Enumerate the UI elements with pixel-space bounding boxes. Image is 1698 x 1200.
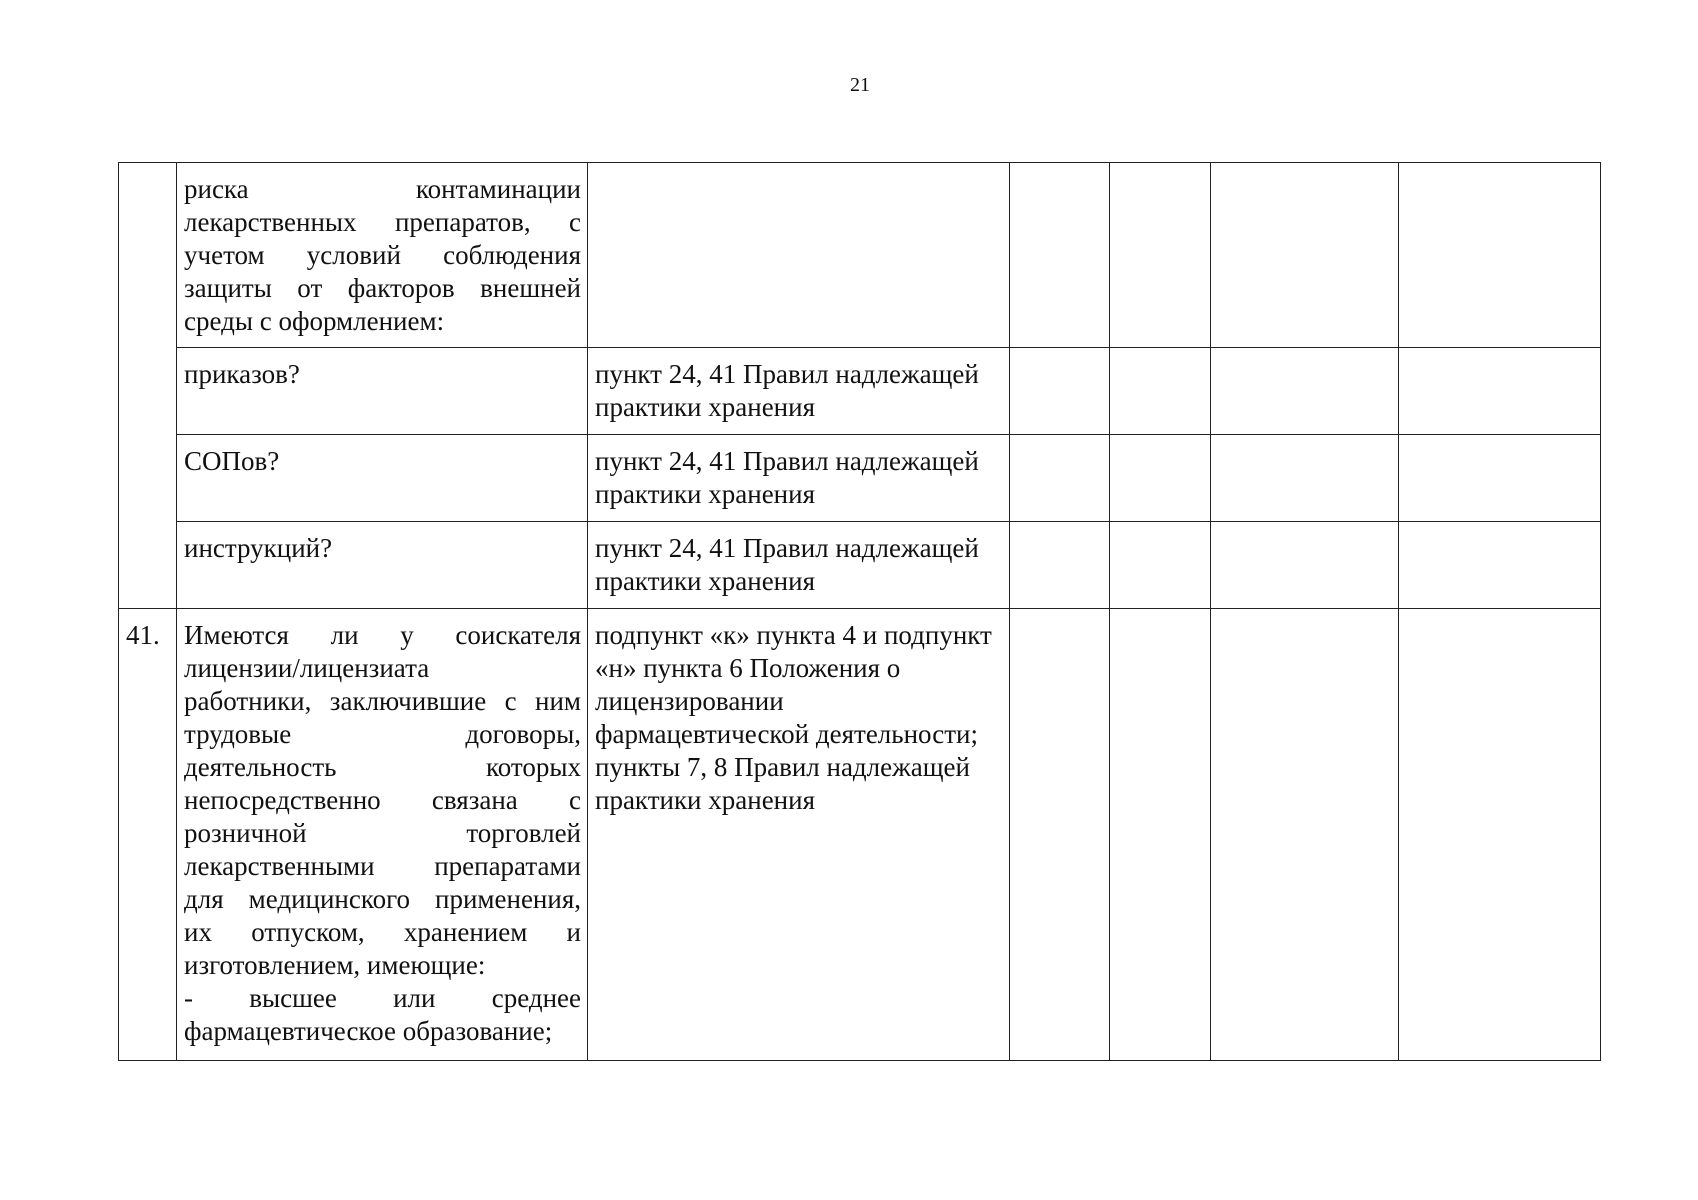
answer-cell-yes xyxy=(1010,348,1110,435)
question-cell: инструкций? xyxy=(177,522,588,609)
question-cell: риска контаминации лекарственных препаратов, с учетом условий соблюдения защиты от факторов внешней среды с оформлением: xyxy=(177,163,588,348)
question-cell: СОПов? xyxy=(177,435,588,522)
table-row xyxy=(119,348,1601,435)
table-row xyxy=(119,522,1601,609)
answer-cell-yes xyxy=(1010,163,1110,348)
table-row xyxy=(119,609,1601,1061)
table-row xyxy=(119,163,1601,348)
answer-cell-no xyxy=(1110,609,1211,1061)
notes-cell xyxy=(1399,348,1601,435)
reference-cell: пункт 24, 41 Правил надлежащей практики хранения xyxy=(588,435,1010,522)
answer-cell-not-applicable xyxy=(1211,522,1399,609)
notes-cell xyxy=(1399,435,1601,522)
answer-cell-no xyxy=(1110,435,1211,522)
answer-cell-yes xyxy=(1010,522,1110,609)
notes-cell xyxy=(1399,609,1601,1061)
question-cell: приказов? xyxy=(177,348,588,435)
row-number-cell xyxy=(119,163,177,609)
answer-cell-not-applicable xyxy=(1211,609,1399,1061)
answer-cell-no xyxy=(1110,163,1211,348)
page-number: 21 xyxy=(850,74,870,96)
checklist-table xyxy=(118,162,1601,1061)
reference-cell xyxy=(588,163,1010,348)
table-row xyxy=(119,435,1601,522)
answer-cell-no xyxy=(1110,348,1211,435)
answer-cell-yes xyxy=(1010,435,1110,522)
row-number-cell: 41. xyxy=(119,609,177,1061)
answer-cell-not-applicable xyxy=(1211,163,1399,348)
reference-cell: пункт 24, 41 Правил надлежащей практики хранения xyxy=(588,348,1010,435)
notes-cell xyxy=(1399,522,1601,609)
reference-cell: подпункт «к» пункта 4 и подпункт «н» пункта 6 Положения о лицензировании фармацевтической деятельности; пункты 7, 8 Правил надлежащей практики хранения xyxy=(588,609,1010,1061)
answer-cell-not-applicable xyxy=(1211,348,1399,435)
question-cell: Имеются ли у соискателя лицензии/лицензиата работники, заключившие с ним трудовые договоры, деятельность которых непосредственно связана с розничной торговлей лекарственными препаратами для медицинского применения, их отпуском, хранением и изготовлением, имеющие: - высшее или среднее фармацевтическое образование; xyxy=(177,609,588,1061)
notes-cell xyxy=(1399,163,1601,348)
reference-cell: пункт 24, 41 Правил надлежащей практики хранения xyxy=(588,522,1010,609)
answer-cell-yes xyxy=(1010,609,1110,1061)
answer-cell-not-applicable xyxy=(1211,435,1399,522)
answer-cell-no xyxy=(1110,522,1211,609)
